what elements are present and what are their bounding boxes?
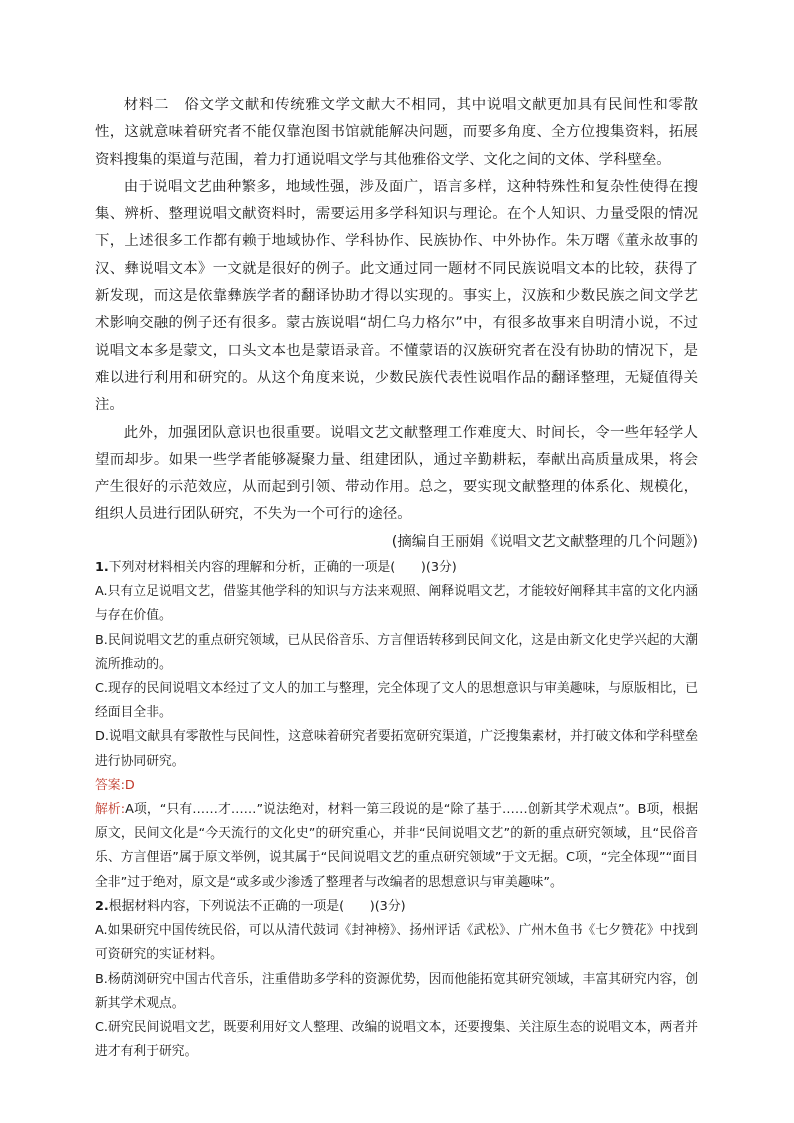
question-2-number: 2. — [95, 898, 109, 914]
question-1-stem — [95, 556, 698, 580]
question-1-text: 下列对材料相关内容的理解和分析，正确的一项是( )(3分) — [108, 560, 457, 576]
question-2-option-c: C.研究民间说唱文艺，既要利用好文人整理、改编的说唱文本，还要搜集、关注原生态的说唱文本，两者并进才有利于研究。 — [95, 1019, 698, 1060]
question-2-stem — [95, 895, 698, 919]
question-2-option-a: A.如果研究中国传统民俗，可以从清代鼓词《封神榜》、扬州评话《武松》、广州木鱼书《七夕赞花》中找到可资研究的实证材料。 — [95, 923, 698, 963]
question-1-explanation — [95, 798, 698, 895]
material2-source: (摘编自王丽娟《说唱文艺文献整理的几个问题》) — [391, 533, 698, 550]
question-1-option-b: B.民间说唱文艺的重点研究领域，已从民俗音乐、方言俚语转移到民间文化，这是由新文化史学兴起的大潮流所推动的。 — [95, 632, 698, 672]
material2-paragraph-3: 此外，加强团队意识也很重要。说唱文艺文献整理工作难度大、时间长，令一些年轻学人望而却步。如果一些学者能够凝聚力量、组建团队，通过辛勤耕耘，奉献出高质量成果，将会产生很好的示范效应，从而起到引领、带动作用。总之，要实现文献整理的体系化、规模化，组织人员进行团队研究，不失为一个可行的途径。 — [95, 424, 698, 523]
question-1-option-d: D.说唱文献具有零散性与民间性，这意味着研究者要拓宽研究渠道，广泛搜集素材，并打破文体和学科壁垒进行协同研究。 — [95, 729, 698, 769]
explanation-label: 解析: — [95, 802, 126, 818]
question-1-answer: 答案:D — [95, 777, 135, 793]
material2-paragraph-1: 材料二 俗文学文献和传统雅文学文献大不相同，其中说唱文献更加具有民间性和零散性，这就意味着研究者不能仅靠泡图书馆就能解决问题，而要多角度、全方位搜集资料，拓展资料搜集的渠道与范围，着力打通说唱文学与其他雅俗文学、文化之间的文体、学科壁垒。 — [95, 97, 698, 168]
question-1-option-c: C.现存的民间说唱文本经过了文人的加工与整理，完全体现了文人的思想意识与审美趣味，与原版相比，已经面目全非。 — [95, 681, 698, 721]
question-1-option-a: A.只有立足说唱文艺，借鉴其他学科的知识与方法来观照、阐释说唱文艺，才能较好阐释其丰富的文化内涵与存在价值。 — [95, 584, 698, 624]
question-2-option-b: B.杨荫浏研究中国古代音乐，注重借助多学科的资源优势，因而他能拓宽其研究领域，丰富其研究内容，创新其学术观点。 — [95, 971, 698, 1011]
document-content — [95, 92, 698, 1064]
material2-paragraph-2: 由于说唱文艺曲种繁多，地域性强，涉及面广，语言多样，这种特殊性和复杂性使得在搜集、辨析、整理说唱文献资料时，需要运用多学科知识与理论。在个人知识、力量受限的情况下，上述很多工作都有赖于地域协作、学科协作、民族协作、中外协作。朱万曙《董永故事的汉、彝说唱文本》一文就是很好的例子。此文通过同一题材不同民族说唱文本的比较，获得了新发现，而这是依靠彝族学者的翻译协助才得以实现的。事实上，汉族和少数民族之间文学艺术影响交融的例子还有很多。蒙古族说唱“胡仁乌力格尔”中，有很多故事来自明清小说，不过说唱文本多是蒙文，口头文本也是蒙语录音。不懂蒙语的汉族研究者在没有协助的情况下，是难以进行利用和研究的。从这个角度来说，少数民族代表性说唱作品的翻译整理，无疑值得关注。 — [95, 178, 698, 414]
explanation-text: A项，“只有……才……”说法绝对，材料一第三段说的是“除了基于……创新其学术观点”。B项，根据原文，民间文化是“今天流行的文化史”的研究重心，并非“民间说唱文艺”的新的重点研究领域，且“民俗音乐、方言俚语”属于原文举例，说其属于“民间说唱文艺的重点研究领域”于文无据。C项，“完全体现”“面目全非”过于绝对，原文是“或多或少渗透了整理者与改编者的思想意识与审美趣味”。 — [95, 802, 698, 890]
question-2-text: 根据材料内容，下列说法不正确的一项是( )(3分) — [108, 898, 406, 914]
question-1-number: 1. — [95, 560, 109, 576]
